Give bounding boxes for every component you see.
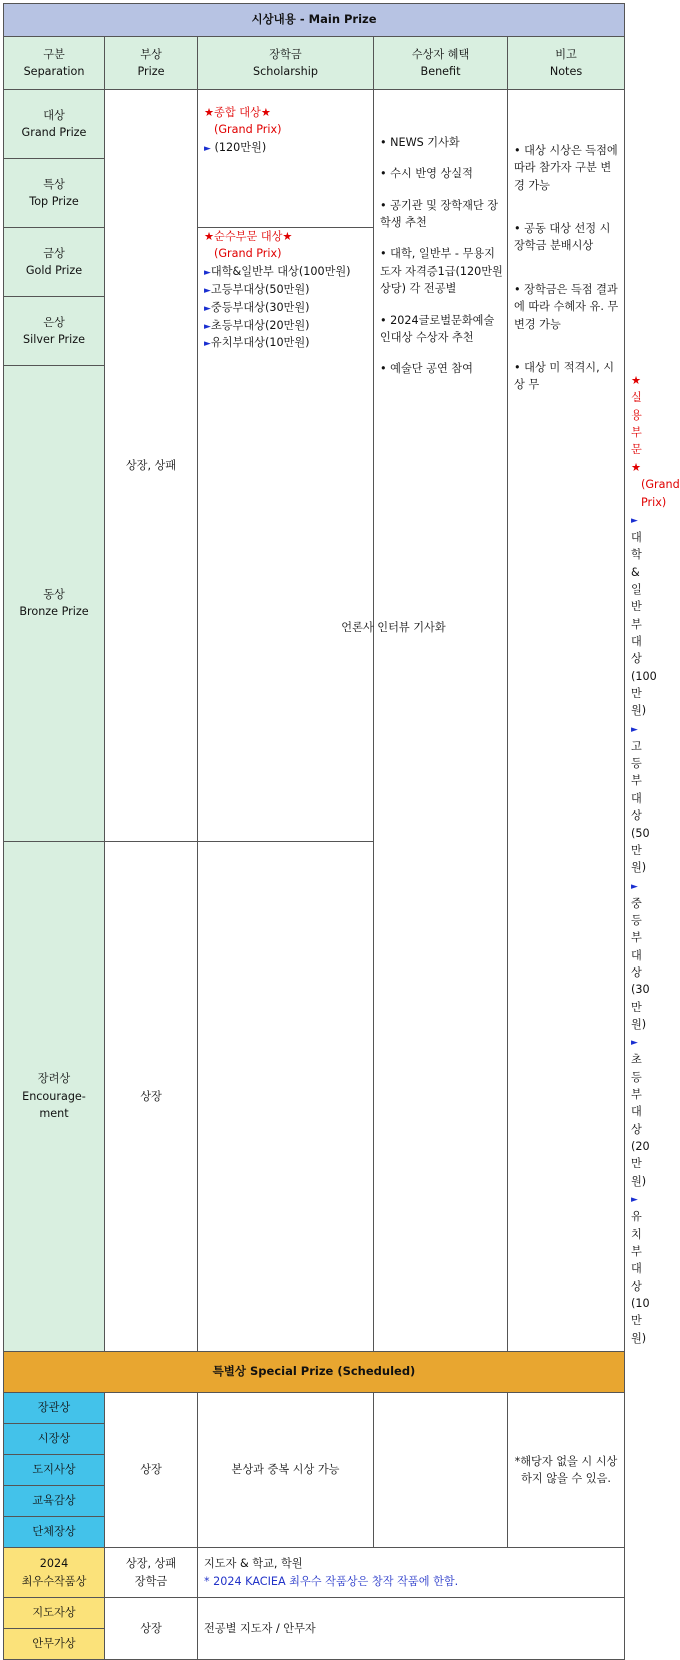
prize-table	[3, 3, 680, 1660]
scholarship-applied-sub: (Grand Prix)	[641, 478, 680, 509]
header-notes	[508, 37, 625, 90]
excellence-row	[4, 1548, 625, 1598]
tier-top-prize	[4, 159, 105, 228]
arrow-icon: ►	[204, 267, 211, 278]
scholarship-pure-title: ★순수부문 대상★	[204, 230, 293, 243]
benefit-item: • 예술단 공연 참여	[380, 362, 473, 376]
instructor-prize: 상장	[105, 1598, 198, 1660]
instructor-target: 전공별 지도자 / 안무자	[198, 1598, 625, 1660]
tier-row-bronze: 동상 Bronze Prize ★실용 부문★ (Grand Prix) ►대학&일반부 대상(100만원) ►고등부대상(50만원) ►중등부대상(30만원) ►초등부대상(20만원) ►유치부대상(10만원)	[4, 366, 625, 842]
tier-row-grand	[4, 90, 625, 159]
header-label-ko: 비고	[555, 47, 577, 61]
tier-label-en: Bronze Prize	[19, 605, 89, 619]
note-item: • 공동 대상 선정 시 장학금 분배시상	[514, 222, 611, 253]
tier-label-ko: 은상	[43, 315, 65, 329]
excellence-note: * 2024 KACIEA 최우수 작품상은 창작 작품에 한함.	[204, 1574, 459, 1588]
benefit-item: • 공기관 및 장학재단 장학생 추천	[380, 198, 499, 230]
special-prize-cell: 상장	[105, 1393, 198, 1548]
excellence-year: 2024	[39, 1557, 69, 1571]
arrow-icon: ►	[631, 1195, 638, 1206]
note-item: • 대상 미 적격시, 시상 무	[514, 360, 615, 392]
benefit-item: • 수시 반영 상실적	[380, 167, 473, 181]
tier-encouragement	[4, 841, 105, 1351]
special-award-mayor: 시장상	[4, 1424, 105, 1455]
special-award-governor: 도지사상	[4, 1455, 105, 1486]
tier-label-en: Gold Prize	[25, 264, 83, 277]
special-prize-title: 특별상 Special Prize (Scheduled)	[4, 1352, 625, 1393]
special-row	[4, 1393, 625, 1424]
main-prize-title: 시상내용 - Main Prize	[4, 4, 625, 37]
tier-label-en: Top Prize	[29, 195, 79, 208]
header-separation	[4, 37, 105, 90]
scholarship-item: ►고등부대상(50만원)	[204, 282, 310, 296]
scholarship-overall-title: ★종합 대상★	[204, 106, 271, 119]
special-benefit-cell: 본상과 중복 시상 가능	[198, 1393, 374, 1548]
scholarship-overall-cell	[198, 90, 374, 228]
header-label-ko: 장학금	[269, 47, 302, 61]
header-prize	[105, 37, 198, 90]
scholarship-pure-sub: (Grand Prix)	[214, 247, 282, 261]
tier-label-en: ment	[39, 1107, 69, 1121]
benefit-item: • NEWS 기사화	[380, 136, 460, 149]
tier-label-ko: 금상	[43, 246, 65, 260]
tier-silver-prize	[4, 297, 105, 366]
arrow-icon: ►	[631, 1038, 638, 1049]
scholarship-item: ►중등부대상(30만원)	[204, 300, 310, 314]
benefit-item: • 대학, 일반부 - 무용지도자 자격증1급(120만원상당) 각 전공별	[380, 247, 503, 296]
header-label-en: Separation	[23, 65, 85, 78]
special-interview-label: 언론사 인터뷰 기사화	[341, 620, 446, 634]
excellence-prize-line: 장학금	[134, 1574, 168, 1588]
scholarship-pure-cell	[198, 228, 374, 842]
scholarship-overall-sub: (Grand Prix)	[214, 123, 282, 137]
header-label-en: Benefit	[420, 65, 461, 78]
prize-main-cell: 상장, 상패	[105, 90, 198, 842]
tier-bronze-prize	[4, 366, 105, 842]
choreographer-award: 안무가상	[4, 1629, 105, 1660]
tier-grand-prize	[4, 90, 105, 159]
arrow-icon: ►	[204, 339, 211, 350]
header-label-ko: 구분	[43, 47, 65, 61]
main-prize-banner-row	[4, 4, 625, 37]
special-award-organization-head: 단체장상	[4, 1517, 105, 1548]
special-award-minister: 장관상	[4, 1393, 105, 1424]
arrow-icon: ►	[204, 285, 211, 296]
tier-label-en: Grand Prize	[21, 126, 87, 139]
tier-label-ko: 대상	[43, 108, 65, 122]
arrow-icon: ►	[204, 143, 211, 154]
arrow-icon: ►	[631, 515, 638, 526]
special-prize-banner-row	[4, 1352, 625, 1393]
excellence-prize-line: 상장, 상패	[125, 1557, 177, 1571]
instructor-row	[4, 1598, 625, 1629]
arrow-icon: ►	[631, 724, 638, 735]
benefits-cell	[374, 90, 508, 1352]
note-item: • 대상 시상은 득점에 따라 참가자 구분 변경 가능	[514, 144, 618, 192]
header-label-en: Prize	[137, 65, 165, 78]
excellence-name: 최우수작품상	[21, 1574, 87, 1588]
scholarship-item: ►유치부대상(10만원)	[204, 336, 310, 350]
arrow-icon: ►	[631, 881, 638, 892]
tier-label-ko: 장려상	[37, 1072, 71, 1086]
excellence-award	[4, 1548, 105, 1598]
special-interview-cell	[374, 1393, 508, 1548]
scholarship-overall-item	[204, 139, 369, 157]
scholarship-item: ►대학&일반부 대상(100만원)	[204, 264, 351, 278]
header-label-ko: 부상	[140, 47, 162, 61]
note-item: • 장학금은 득점 결과에 따라 수혜자 유. 무 변경 가능	[514, 282, 619, 331]
scholarship-amount: (120만원)	[214, 140, 267, 154]
excellence-prize	[105, 1548, 198, 1598]
arrow-icon: ►	[204, 303, 211, 314]
tier-gold-prize	[4, 228, 105, 297]
header-scholarship	[198, 37, 374, 90]
header-label-en: Notes	[549, 65, 583, 78]
notes-cell	[508, 90, 625, 1352]
tier-label-en: Encourage-	[22, 1089, 86, 1103]
tier-label-ko: 특상	[43, 177, 65, 191]
excellence-target: 지도자 & 학교, 학원	[204, 1557, 303, 1571]
special-award-superintendent: 교육감상	[4, 1486, 105, 1517]
header-label-en: Scholarship	[253, 65, 318, 78]
tier-label-ko: 동상	[43, 588, 65, 602]
header-benefit	[374, 37, 508, 90]
scholarship-item: ►초등부대상(20만원)	[204, 318, 310, 332]
instructor-award: 지도자상	[4, 1598, 105, 1629]
special-note-cell: *해당자 없을 시 시상하지 않을 수 있음.	[508, 1393, 625, 1548]
header-row	[4, 37, 625, 90]
header-label-ko: 수상자 혜택	[411, 47, 470, 61]
arrow-icon: ►	[204, 321, 211, 332]
excellence-detail	[198, 1548, 625, 1598]
benefit-item: • 2024글로벌문화예술인대상 수상자 추천	[380, 313, 495, 344]
prize-encouragement-cell: 상장	[105, 841, 198, 1351]
tier-label-en: Silver Prize	[23, 333, 85, 346]
